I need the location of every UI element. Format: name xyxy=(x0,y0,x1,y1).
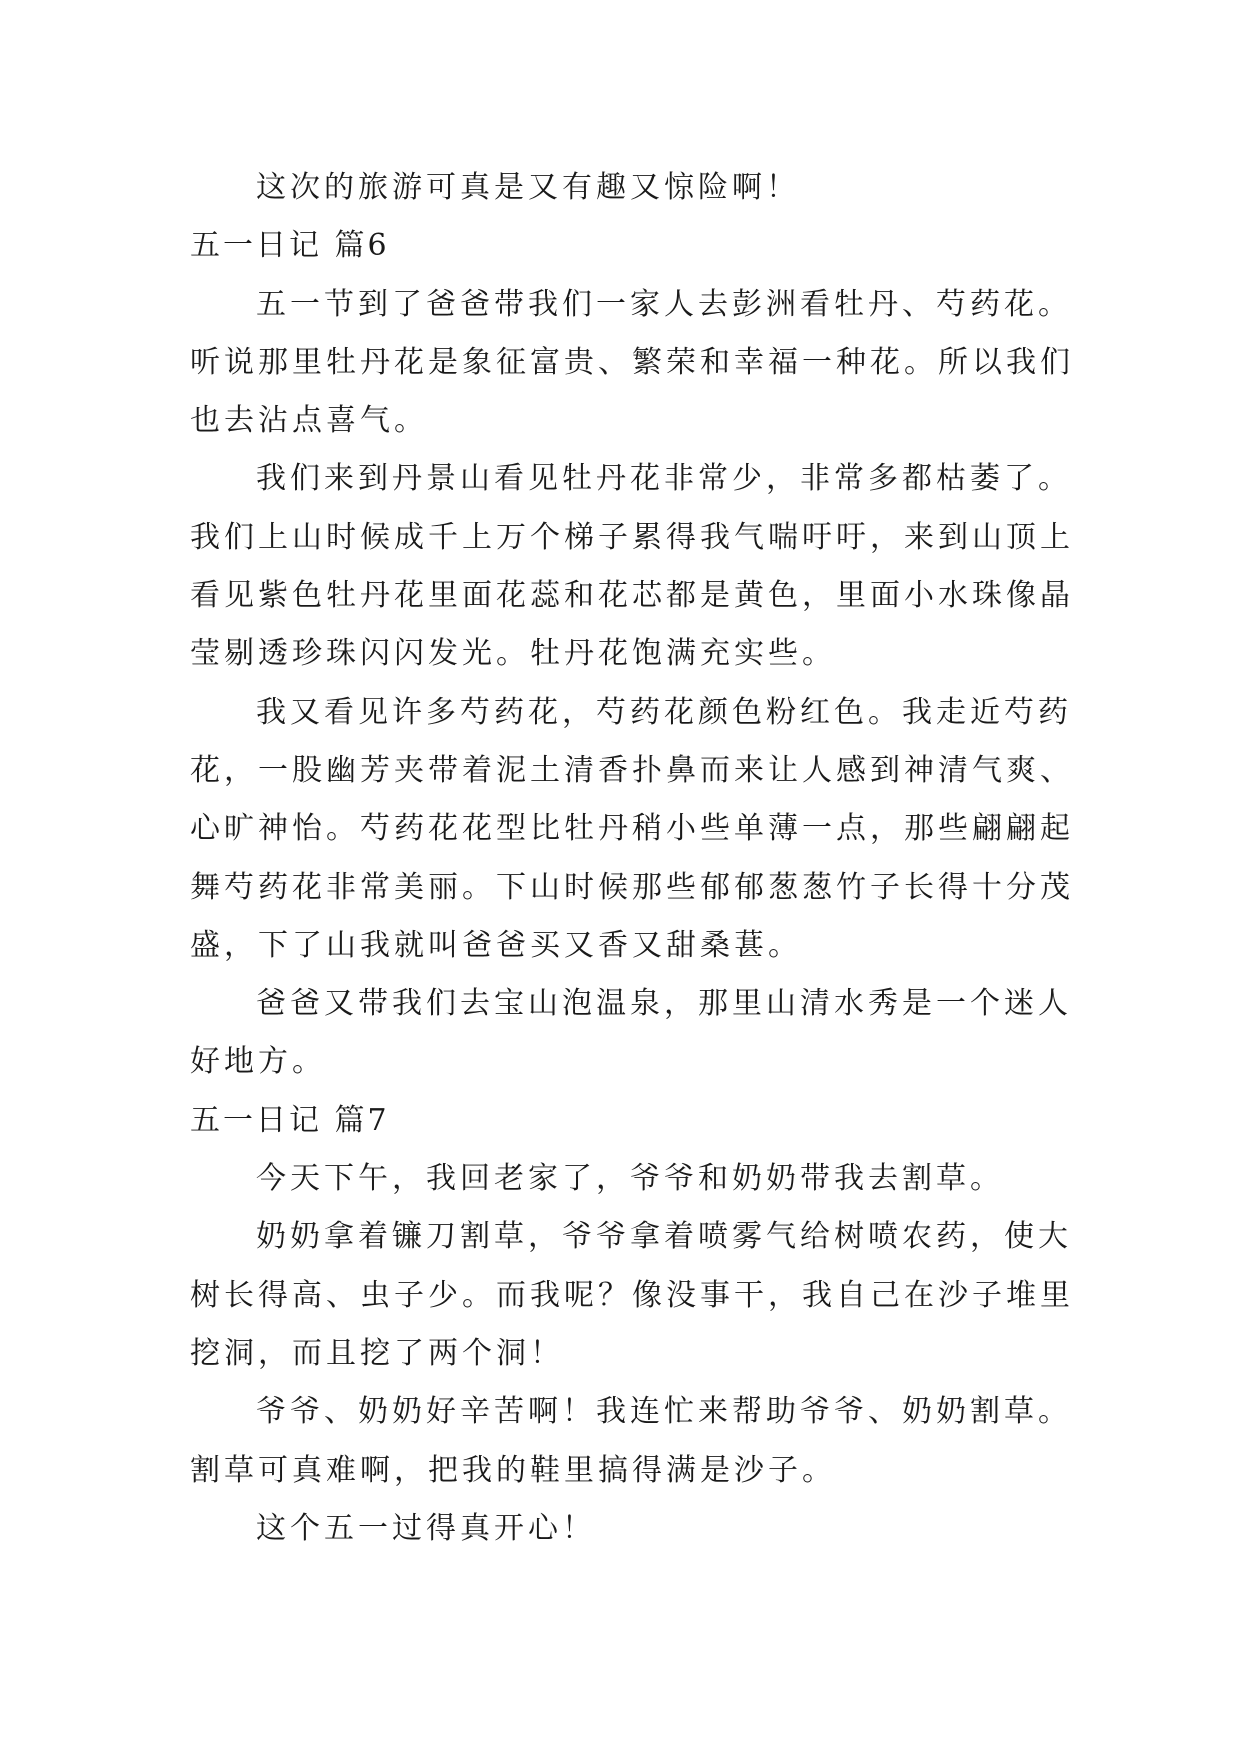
section-heading: 五一日记 篇7 xyxy=(190,1102,390,1138)
paragraph-line: 舞芍药花非常美丽。下山时候那些郁郁葱葱竹子长得十分茂 xyxy=(190,869,1074,905)
paragraph-line: 我们来到丹景山看见牡丹花非常少，非常多都枯萎了。 xyxy=(256,461,1072,497)
paragraph-line: 树长得高、虫子少。而我呢？像没事干，我自己在沙子堆里 xyxy=(190,1277,1074,1313)
paragraph-line: 今天下午，我回老家了，爷爷和奶奶带我去割草。 xyxy=(256,1161,1004,1197)
paragraph-line: 心旷神怡。芍药花花型比牡丹稍小些单薄一点，那些翩翩起 xyxy=(190,811,1074,847)
section-heading: 五一日记 篇6 xyxy=(190,228,390,264)
paragraph-line: 好地方。 xyxy=(190,1044,326,1080)
paragraph-line: 爸爸又带我们去宝山泡温泉，那里山清水秀是一个迷人 xyxy=(256,986,1072,1022)
paragraph-line: 听说那里牡丹花是象征富贵、繁荣和幸福一种花。所以我们 xyxy=(190,344,1074,380)
paragraph-line: 看见紫色牡丹花里面花蕊和花芯都是黄色，里面小水珠像晶 xyxy=(190,578,1074,614)
paragraph-line: 我又看见许多芍药花，芍药花颜色粉红色。我走近芍药 xyxy=(256,694,1072,730)
paragraph-line: 莹剔透珍珠闪闪发光。牡丹花饱满充实些。 xyxy=(190,636,836,672)
paragraph-line: 五一节到了爸爸带我们一家人去彭洲看牡丹、芍药花。 xyxy=(256,286,1072,322)
paragraph-line: 我们上山时候成千上万个梯子累得我气喘吁吁，来到山顶上 xyxy=(190,519,1074,555)
paragraph-line: 这个五一过得真开心！ xyxy=(256,1510,596,1546)
paragraph-line: 盛，下了山我就叫爸爸买又香又甜桑葚。 xyxy=(190,927,802,963)
paragraph-line: 花，一股幽芳夹带着泥土清香扑鼻而来让人感到神清气爽、 xyxy=(190,752,1074,788)
document-body xyxy=(190,159,1080,1558)
paragraph-line: 割草可真难啊，把我的鞋里搞得满是沙子。 xyxy=(190,1452,836,1488)
paragraph-line: 爷爷、奶奶好辛苦啊！我连忙来帮助爷爷、奶奶割草。 xyxy=(256,1394,1072,1430)
paragraph-line: 奶奶拿着镰刀割草，爷爷拿着喷雾气给树喷农药，使大 xyxy=(256,1219,1072,1255)
paragraph-line: 挖洞，而且挖了两个洞！ xyxy=(190,1335,564,1371)
paragraph-line: 也去沾点喜气。 xyxy=(190,403,428,439)
paragraph-line: 这次的旅游可真是又有趣又惊险啊！ xyxy=(256,170,800,205)
